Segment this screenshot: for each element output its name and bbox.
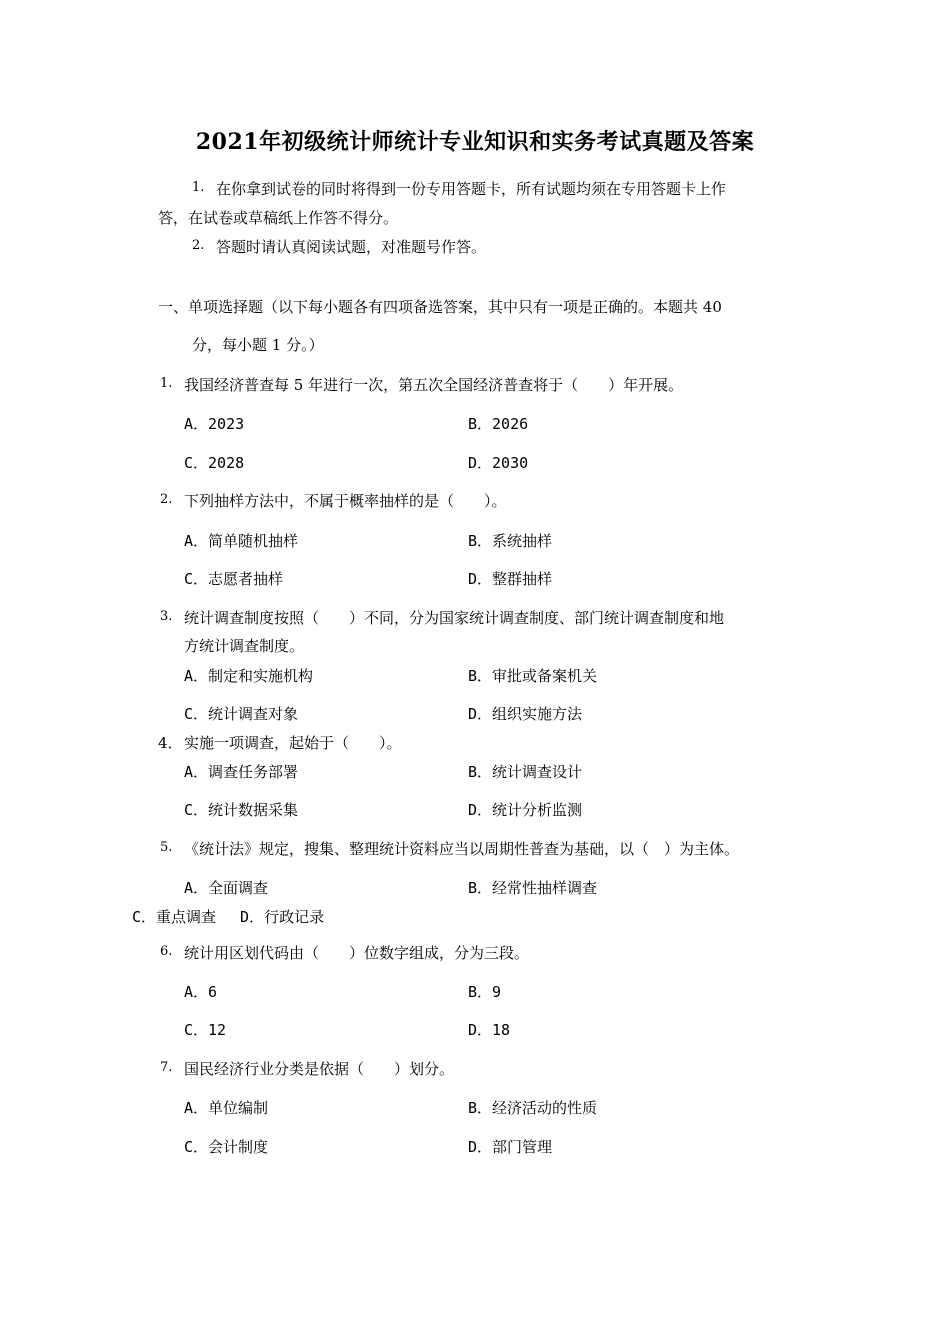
- question-2-option-a: A．简单随机抽样: [184, 532, 299, 550]
- question-6-text: 统计用区划代码由（ ）位数字组成，分为三段。: [184, 944, 530, 962]
- question-4-option-b: B．统计调查设计: [468, 763, 583, 781]
- question-4-text: 实施一项调查，起始于（ ）。: [184, 734, 402, 752]
- question-3-text: 统计调查制度按照（ ）不同，分为国家统计调查制度、部门统计调查制度和地: [184, 609, 725, 627]
- question-2-option-d: D．整群抽样: [468, 570, 553, 588]
- question-3-number: 3.: [160, 609, 173, 624]
- instruction-1-line1: 在你拿到试卷的同时将得到一份专用答题卡，所有试题均须在专用答题卡上作: [216, 180, 727, 198]
- question-7-option-d: D．部门管理: [468, 1138, 553, 1156]
- question-4-option-d: D．统计分析监测: [468, 801, 583, 819]
- instruction-2-number: 2.: [192, 238, 205, 253]
- question-4-option-c: C．统计数据采集: [184, 801, 299, 819]
- question-4-option-a: A．调查任务部署: [184, 763, 299, 781]
- question-3-option-b: B．审批或备案机关: [468, 667, 598, 685]
- question-7-option-c: C．会计制度: [184, 1138, 269, 1156]
- question-5-option-a: A．全面调查: [184, 879, 269, 897]
- question-2-option-c: C．志愿者抽样: [184, 570, 284, 588]
- question-4-number: 4．: [158, 734, 183, 752]
- section-heading-line1: 一、单项选择题（以下每小题各有四项备选答案，其中只有一项是正确的。本题共 40: [158, 298, 722, 316]
- question-1-option-c: C．2028: [184, 454, 245, 472]
- question-3-option-c: C．统计调查对象: [184, 705, 299, 723]
- question-7-option-a: A．单位编制: [184, 1099, 269, 1117]
- question-7-option-b: B．经济活动的性质: [468, 1099, 598, 1117]
- question-1-option-b: B．2026: [468, 415, 529, 433]
- question-6-option-a: A．6: [184, 983, 218, 1001]
- question-5-option-b: B．经常性抽样调查: [468, 879, 598, 897]
- instruction-1-number: 1.: [192, 180, 205, 195]
- question-2-number: 2.: [160, 492, 173, 507]
- question-1-option-d: D．2030: [468, 454, 529, 472]
- instruction-2-line1: 答题时请认真阅读试题，对准题号作答。: [216, 238, 487, 256]
- question-6-option-b: B．9: [468, 983, 502, 1001]
- question-6-option-c: C．12: [184, 1021, 227, 1039]
- question-3-text-continued: 方统计调查制度。: [184, 637, 305, 655]
- question-6-number: 6.: [160, 944, 173, 959]
- question-1-text: 我国经济普查每 5 年进行一次，第五次全国经济普查将于（ ）年开展。: [184, 376, 684, 394]
- question-5-options-c-d: C．重点调查 D．行政记录: [132, 908, 325, 926]
- question-3-option-d: D．组织实施方法: [468, 705, 583, 723]
- page-title: 2021年初级统计师统计专业知识和实务考试真题及答案: [195, 129, 755, 155]
- question-3-option-a: A．制定和实施机构: [184, 667, 314, 685]
- question-2-text: 下列抽样方法中，不属于概率抽样的是（ ）。: [184, 492, 507, 510]
- question-6-option-d: D．18: [468, 1021, 511, 1039]
- instruction-1-line2: 答，在试卷或草稿纸上作答不得分。: [158, 209, 399, 227]
- question-2-option-b: B．系统抽样: [468, 532, 553, 550]
- question-5-number: 5.: [160, 840, 173, 855]
- question-1-number: 1.: [160, 376, 173, 391]
- question-7-text: 国民经济行业分类是依据（ ）划分。: [184, 1060, 455, 1078]
- question-1-option-a: A．2023: [184, 415, 245, 433]
- question-5-text: 《统计法》规定，搜集、整理统计资料应当以周期性普查为基础，以（ ）为主体。: [184, 840, 740, 858]
- section-heading-line2: 分，每小题 1 分。）: [192, 336, 324, 354]
- question-7-number: 7.: [160, 1060, 173, 1075]
